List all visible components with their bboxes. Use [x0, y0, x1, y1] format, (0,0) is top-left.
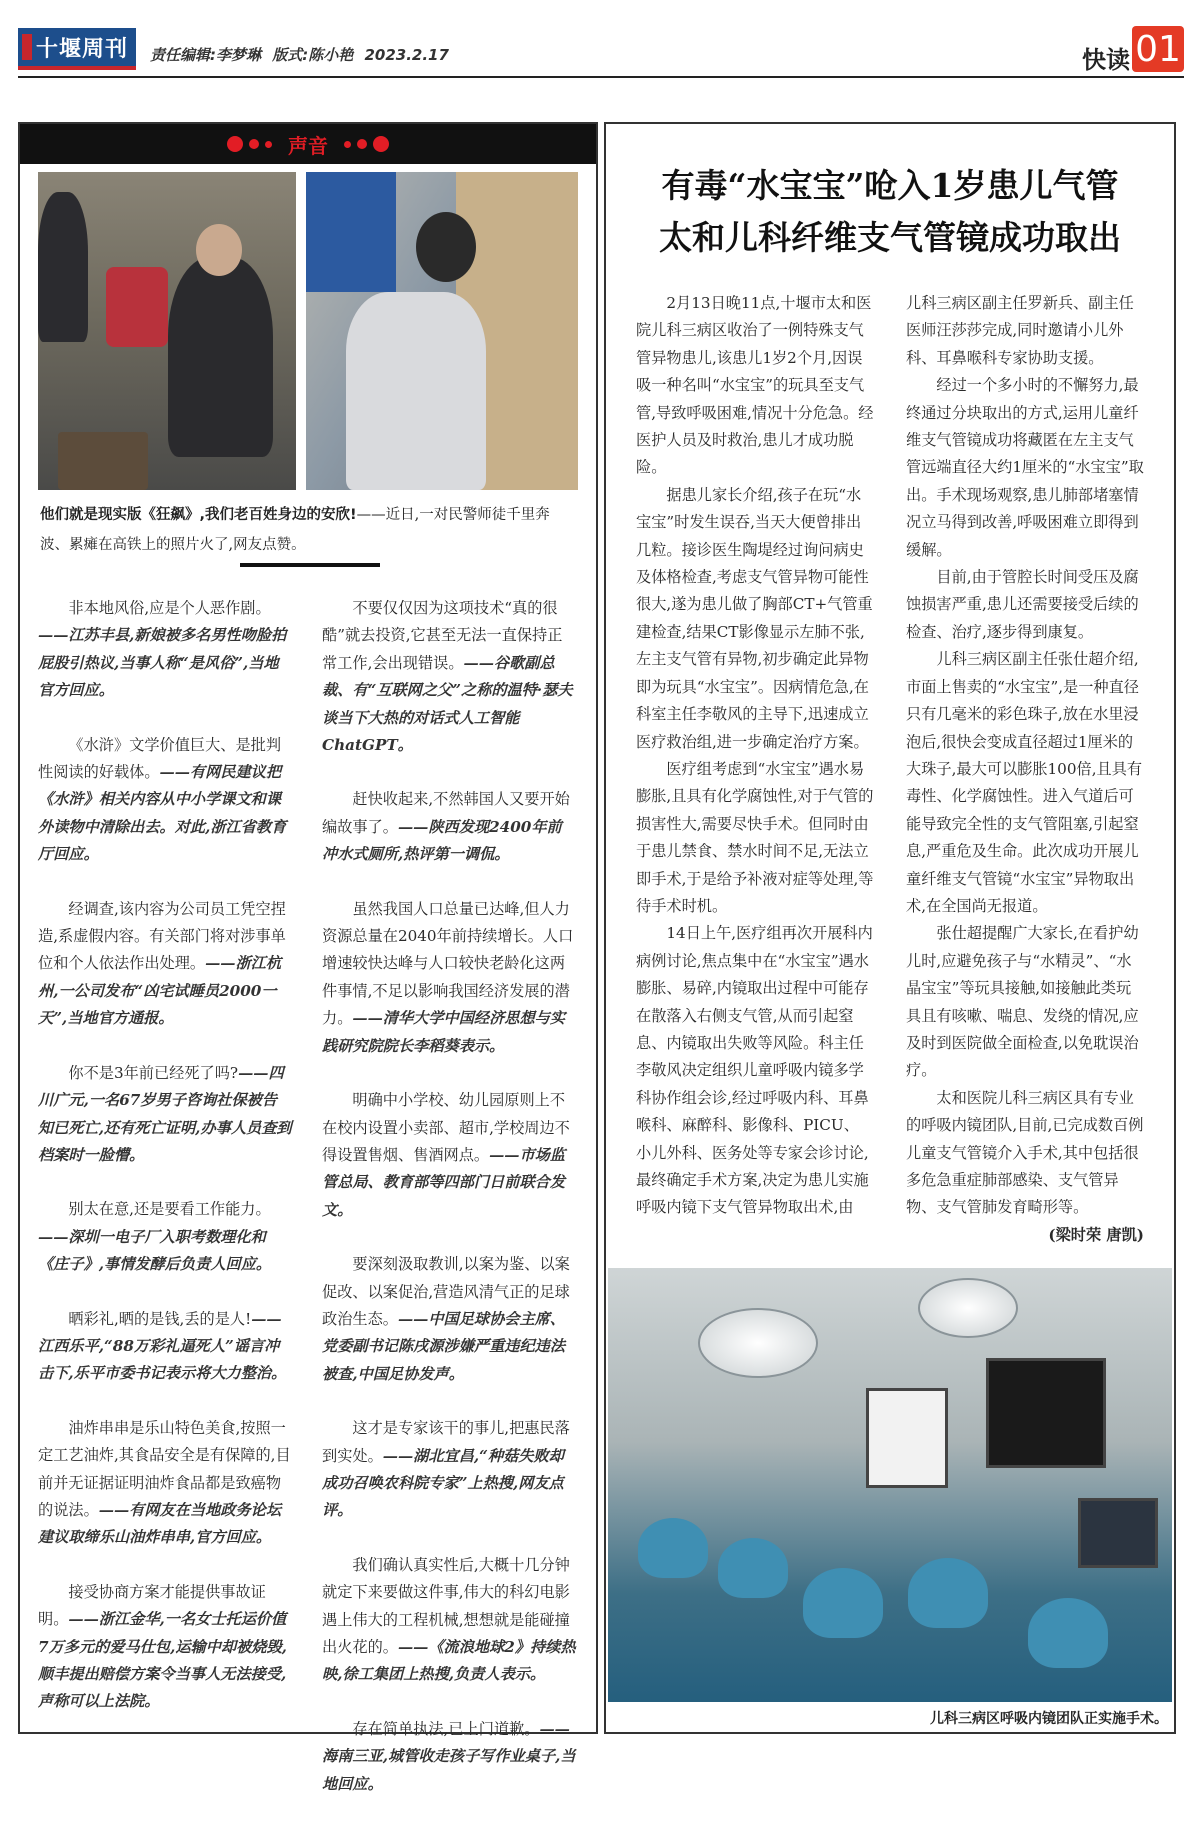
dot-icon — [227, 136, 243, 152]
voice-title-bar — [20, 124, 596, 164]
police-waiting-photo — [38, 172, 296, 490]
quote-item: 不要仅仅因为这项技术“真的很酷”就去投资,它甚至无法一直保持正常工作,会出现错误。——谷歌副总裁、有“互联网之父”之称的温特·瑟夫谈当下大热的对话式人工智能ChatGPT。 — [322, 599, 573, 755]
headline-line-2: 太和儿科纤维支气管镜成功取出 — [659, 218, 1121, 257]
dot-icon — [344, 141, 351, 148]
quote-item: 虽然我国人口总量已达峰,但人力资源总量在2040年前持续增长。人口增速较快达峰与人口较快老龄化这两件事情,不足以影响我国经济发展的潜力。——清华大学中国经济思想与实践研究院院长李稻葵表示。 — [322, 899, 574, 1055]
section-name: 快读 — [1082, 46, 1130, 74]
layout-credit: 版式:陈小艳 — [272, 46, 354, 64]
page-number: 01 — [1132, 26, 1184, 72]
quotes-column-left — [38, 595, 292, 1743]
quote-item: 别太在意,还是要看工作能力。——深圳一电子厂入职考数理化和《庄子》,事情发酵后负责人回应。 — [38, 1200, 272, 1274]
photo-caption-text: ——近日,一对民警师徒千里奔波、累瘫在高铁上的照片火了,网友点赞。 — [40, 507, 550, 553]
headline-line-1: 有毒“水宝宝”呛入1岁患儿气管 — [661, 166, 1119, 205]
quote-item: 你不是3年前已经死了吗?——四川广元,一名67岁男子咨询社保被告知已死亡,还有死亡证明,办事人员查到档案时一脸懵。 — [38, 1063, 292, 1164]
article-byline: (梁时荣 唐凯) — [1048, 1225, 1144, 1244]
quote-item: 《水浒》文学价值巨大、是批判性阅读的好载体。——有网民建议把《水浒》相关内容从中小学课文和课外读物中清除出去。对此,浙江省教育厅回应。 — [38, 735, 287, 864]
article-paragraph: 目前,由于管腔长时间受压及腐蚀损害严重,患儿还需要接受后续的检查、治疗,逐步得到康复。 — [906, 568, 1139, 641]
article-paragraph: 儿科三病区副主任张仕超介绍,市面上售卖的“水宝宝”,是一种直径只有几毫米的彩色珠子,放在水里浸泡后,很快会变成直径超过1厘米的大珠子,最大可以膨胀100倍,且具有毒性、化学腐蚀性。进入气道后可能导致完全性的支气管阻塞,引起窒息,严重危及生命。此次成功开展儿童纤维支气管镜“水宝宝”异物取出术,在全国尚无报道。 — [906, 650, 1143, 915]
masthead-logo — [18, 28, 136, 66]
article-paragraph: 儿科三病区副主任罗新兵、副主任医师汪莎莎完成,同时邀请小儿外科、耳鼻喉科专家协助支援。 — [906, 294, 1134, 367]
quote-item: 我们确认真实性后,大概十几分钟就定下来要做这件事,伟大的科幻电影遇上伟大的工程机械,想想就是能碰撞出火花的。——《流浪地球2》持续热映,徐工集团上热搜,负责人表示。 — [322, 1555, 576, 1684]
article-paragraph: 经过一个多小时的不懈努力,最终通过分块取出的方式,运用儿童纤维支气管镜成功将藏匿在左主支气管远端直径大约1厘米的“水宝宝”取出。手术现场观察,患儿肺部堵塞情况立马得到改善,呼吸困难立即得到缓解。 — [906, 376, 1144, 559]
article-column-2 — [906, 290, 1144, 1249]
dot-icon — [357, 139, 367, 149]
police-sleeping-photo — [306, 172, 578, 490]
dot-icon — [249, 139, 259, 149]
article-paragraph: 医疗组考虑到“水宝宝”遇水易膨胀,且具有化学腐蚀性,对于气管的损害性大,需要尽快手术。但同时由于患儿禁食、禁水时间不足,无法立即手术,于是给予补液对症等处理,等待手术时机。 — [636, 759, 874, 915]
masthead-title: 十堰周刊 — [35, 36, 128, 62]
photo-caption-lead: 他们就是现实版《狂飙》,我们老百姓身边的安欣! — [40, 507, 357, 523]
voice-section-title: 声音 — [288, 133, 328, 158]
article-paragraph: 张仕超提醒广大家长,在看护幼儿时,应避免孩子与“水精灵”、“水晶宝宝”等玩具接触,如接触此类玩具且有咳嗽、喘息、发绕的情况,应及时到医院做全面检查,以免耽误治疗。 — [906, 924, 1139, 1080]
header-meta — [150, 44, 455, 65]
editor-credit: 责任编辑:李梦琳 — [150, 46, 261, 64]
surgery-photo-caption: 儿科三病区呼吸内镜团队正实施手术。 — [930, 1711, 1168, 1727]
article-paragraph: 太和医院儿科三病区具有专业的呼吸内镜团队,目前,已完成数百例儿童支气管镜介入手术,其中包括很多危急重症肺部感染、支气管异物、支气管肺发育畸形等。 — [906, 1088, 1144, 1217]
issue-date: 2023.2.17 — [364, 46, 449, 64]
surgery-photo — [608, 1268, 1172, 1702]
voice-photo-caption — [40, 500, 576, 560]
quote-item: 接受协商方案才能提供事故证明。——浙江金华,一名女士托运价值7万多元的爱马仕包,运输中却被烧毁,顺丰提出赔偿方案令当事人无法接受,声称可以上法院。 — [38, 1582, 287, 1711]
quote-item: 存在简单执法,已上门道歉。——海南三亚,城管收走孩子写作业桌子,当地回应。 — [322, 1719, 576, 1793]
header-rule — [18, 76, 1184, 78]
quote-item: 晒彩礼,晒的是钱,丢的是人!——江西乐平,“88万彩礼逼死人”谣言冲击下,乐平市委书记表示将大力整治。 — [38, 1309, 287, 1383]
article-column-1 — [636, 290, 874, 1222]
caption-divider — [240, 563, 380, 567]
quote-item: 明确中小学校、幼儿园原则上不在校内设置小卖部、超市,学校周边不得设置售烟、售酒网点。——市场监管总局、教育部等四部门日前联合发文。 — [322, 1091, 570, 1219]
quotes-column-right — [322, 595, 576, 1825]
quote-item: 非本地风俗,应是个人恶作剧。——江苏丰县,新娘被多名男性吻脸拍屁股引热议,当事人称“是风俗”,当地官方回应。 — [38, 599, 287, 700]
quote-item: 要深刻汲取教训,以案为鉴、以案促改、以案促治,营造风清气正的足球政治生态。——中国足球协会主席、党委副书记陈戌源涉嫌严重违纪违法被查,中国足协发声。 — [322, 1255, 570, 1383]
masthead-underline — [18, 66, 136, 70]
quote-item: 赶快收起来,不然韩国人又要开始编故事了。——陕西发现2400年前冲水式厕所,热评第一调侃。 — [322, 790, 570, 864]
dot-icon — [265, 141, 272, 148]
article-paragraph: 14日上午,医疗组再次开展科内病例讨论,焦点集中在“水宝宝”遇水膨胀、易碎,内镜取出过程中可能存在散落入右侧支气管,从而引起窒息、内镜取出失败等风险。科主任李敬风决定组织儿童呼吸内镜多学科协作组会诊,经过呼吸内科、耳鼻喉科、麻醉科、影像科、PICU、小儿外科、医务处等专家会诊讨论,最终确定手术方案,决定为患儿实施呼吸内镜下支气管异物取出术,由 — [636, 924, 873, 1217]
article-headline — [620, 160, 1160, 264]
article-paragraph: 2月13日晚11点,十堰市太和医院儿科三病区收治了一例特殊支气管异物患儿,该患儿1岁2个月,因误吸一种名叫“水宝宝”的玩具至支气管,导致呼吸困难,情况十分危急。经医护人员及时救治,患儿才成功脱险。 — [636, 294, 874, 477]
quote-item: 油炸串串是乐山特色美食,按照一定工艺油炸,其食品安全是有保障的,目前并无证据证明油炸食品都是致癌物的说法。——有网友在当地政务论坛建议取缔乐山油炸串串,官方回应。 — [38, 1418, 291, 1547]
flag-icon — [22, 34, 32, 60]
dot-icon — [373, 136, 389, 152]
quote-item: 这才是专家该干的事儿,把惠民落到实处。——湖北宜昌,“种菇失败却成功召唤农科院专家”上热搜,网友点评。 — [322, 1419, 570, 1520]
quote-item: 经调查,该内容为公司员工凭空捏造,系虚假内容。有关部门将对涉事单位和个人依法作出处理。——浙江杭州,一公司发布“凶宅试睡员2000一天”,当地官方通报。 — [38, 899, 286, 1028]
article-paragraph: 据患儿家长介绍,孩子在玩“水宝宝”时发生误吞,当天大便曾排出几粒。接诊医生陶堤经过询问病史及体格检查,考虑支气管异物可能性很大,遂为患儿做了胸部CT+气管重建检查,结果CT影像显示左肺不张,左主支气管有异物,初步确定此异物即为玩具“水宝宝”。因病情危急,在科室主任李敬风的主导下,迅速成立医疗救治组,进一步确定治疗方案。 — [636, 485, 873, 751]
